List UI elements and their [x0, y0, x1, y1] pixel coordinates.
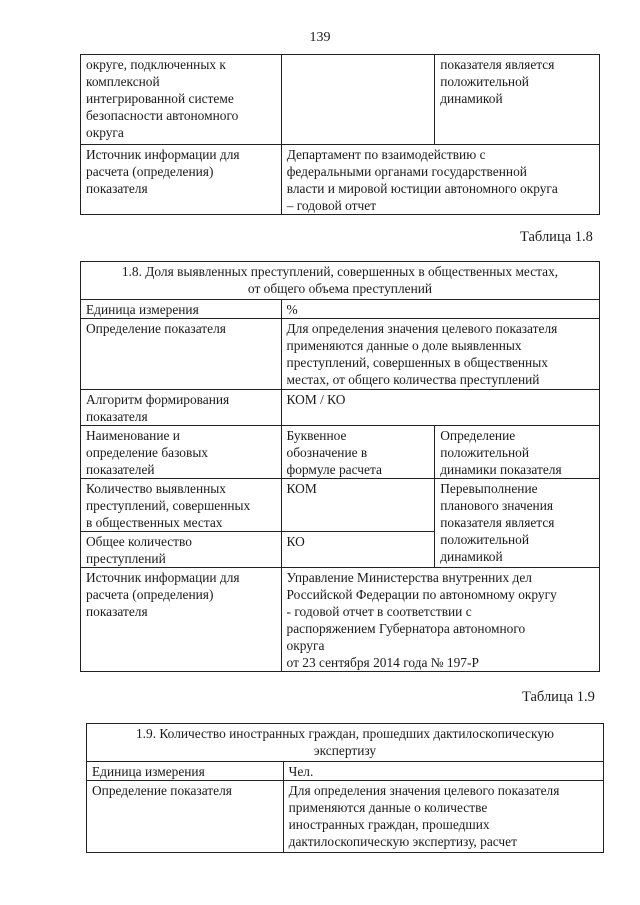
table-row — [81, 55, 600, 145]
table-row — [87, 762, 604, 781]
dynamics-header: Определение положительной динамики показателя — [435, 426, 600, 479]
unit-value: Чел. — [283, 762, 603, 781]
unit-label: Единица измерения — [81, 300, 282, 319]
table-row — [81, 262, 600, 300]
definition-value: Для определения значения целевого показателя применяются данные о доле выявленных преступлений, совершенных в общественных местах, от общего количества преступлений — [281, 319, 599, 390]
kom-value: КОМ — [281, 479, 435, 532]
table-1-9-caption: Таблица 1.9 — [522, 689, 595, 705]
base-indicators-header: Наименование и определение базовых показателей — [81, 426, 282, 479]
ko-value: КО — [281, 532, 435, 568]
table-row — [81, 568, 600, 672]
source-value: Департамент по взаимодействию с федеральными органами государственной власти и мировой юстиции автономного округа – годовой отчет — [281, 145, 599, 215]
kom-label: Количество выявленных преступлений, совершенных в общественных местах — [81, 479, 282, 532]
source-label: Источник информации для расчета (определения) показателя — [81, 568, 282, 672]
source-label: Источник информации для расчета (определения) показателя — [81, 145, 282, 215]
table-1-9 — [86, 723, 604, 853]
table-1-8-caption: Таблица 1.8 — [520, 229, 593, 245]
letter-designation-header: Буквенное обозначение в формуле расчета — [281, 426, 435, 479]
table-title: 1.8. Доля выявленных преступлений, совершенных в общественных местах, от общего объема преступлений — [81, 262, 600, 300]
indicator-name-continued: округе, подключенных к комплексной интегрированной системе безопасности автономного округа — [81, 55, 282, 145]
table-row — [81, 145, 600, 215]
definition-value: Для определения значения целевого показателя применяются данные о количестве иностранных граждан, прошедших дактилоскопическую экспертизу, расчет — [283, 781, 603, 853]
algorithm-formula: КОМ / КО — [281, 390, 599, 426]
algorithm-label: Алгоритм формирования показателя — [81, 390, 282, 426]
definition-label: Определение показателя — [81, 319, 282, 390]
unit-label: Единица измерения — [87, 762, 284, 781]
table-row — [81, 319, 600, 390]
table-row — [81, 479, 600, 532]
definition-label: Определение показателя — [87, 781, 284, 853]
empty-cell — [281, 55, 435, 145]
table-row — [87, 724, 604, 762]
source-value: Управление Министерства внутренних дел Российской Федерации по автономному округу - годовой отчет в соответствии с распоряжением Губернатора автономного округа от 23 сентября 2014 года № 197-Р — [281, 568, 599, 672]
table-continuation — [80, 54, 600, 215]
table-1-8 — [80, 261, 600, 672]
table-row — [81, 426, 600, 479]
table-row — [81, 300, 600, 319]
unit-value: % — [281, 300, 599, 319]
dynamics-continued: показателя является положительной динамикой — [435, 55, 600, 145]
dynamics-value: Перевыполнение планового значения показателя является положительной динамикой — [435, 479, 600, 568]
table-row — [81, 390, 600, 426]
page-number: 139 — [309, 30, 331, 45]
table-row — [87, 781, 604, 853]
ko-label: Общее количество преступлений — [81, 532, 282, 568]
table-title: 1.9. Количество иностранных граждан, прошедших дактилоскопическую экспертизу — [87, 724, 604, 762]
